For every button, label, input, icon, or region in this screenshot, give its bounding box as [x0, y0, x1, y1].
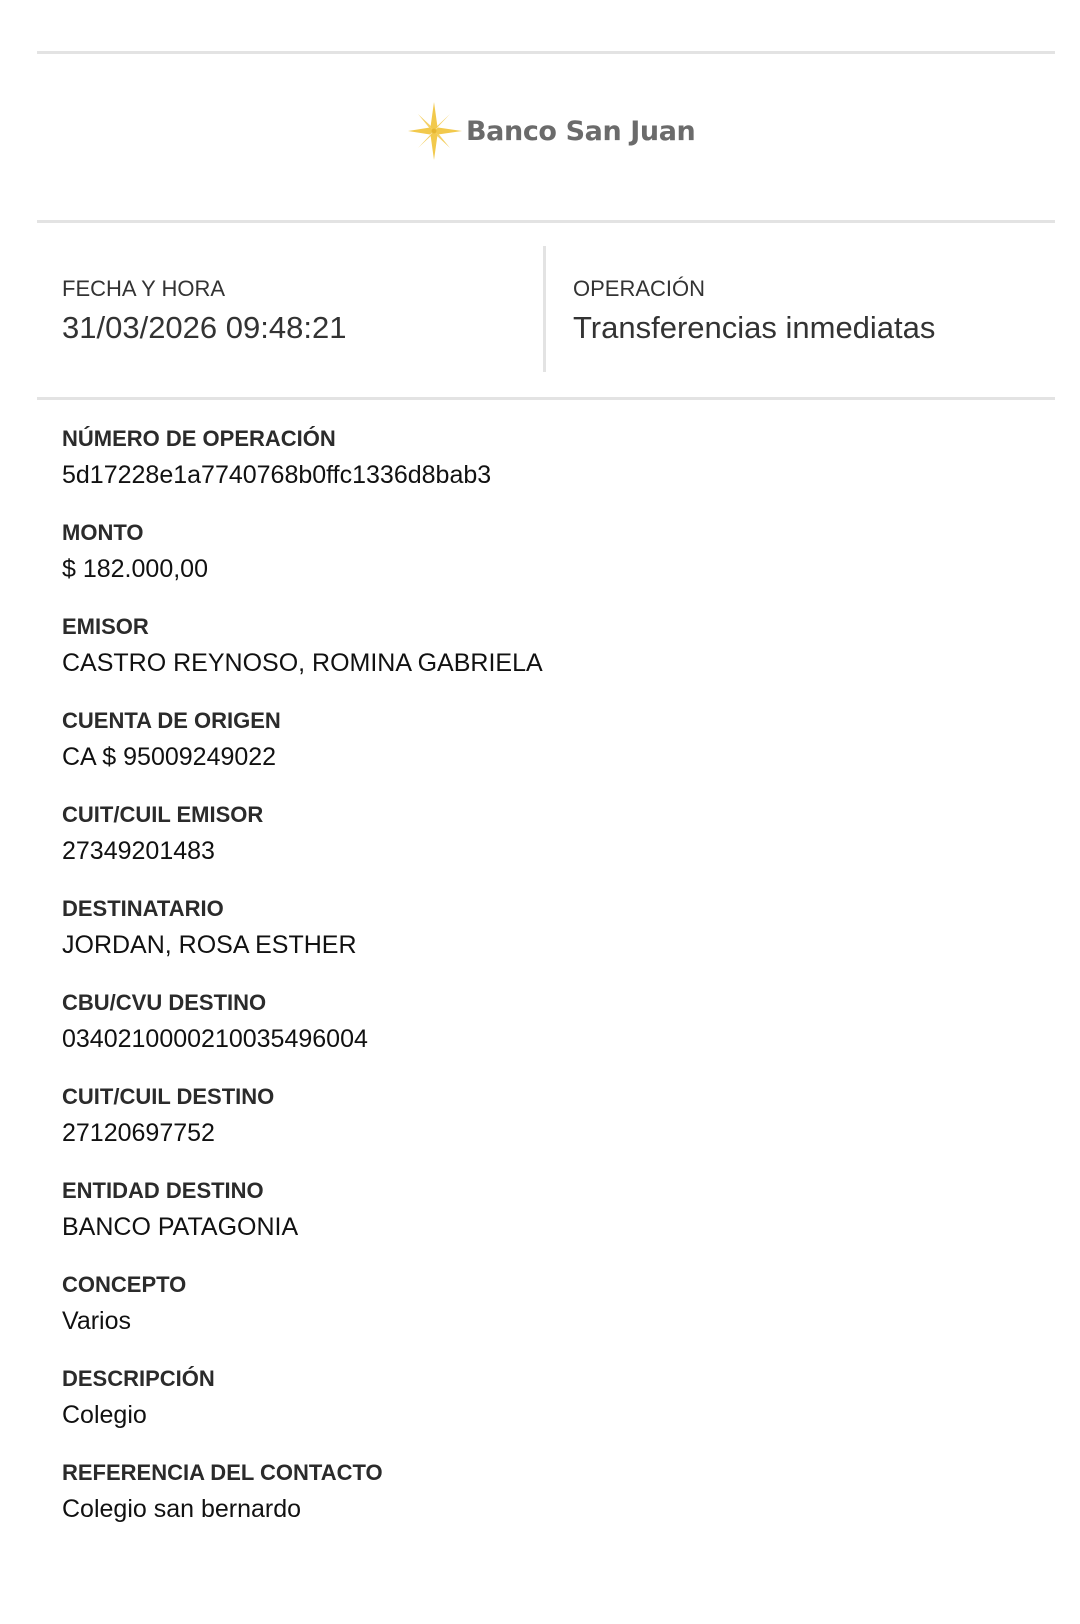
field-value: 0340210000210035496004: [62, 1025, 368, 1053]
field-label: NÚMERO DE OPERACIÓN: [62, 426, 336, 451]
field-label: CUIT/CUIL DESTINO: [62, 1084, 275, 1109]
field-label: ENTIDAD DESTINO: [62, 1178, 264, 1203]
field-value: CASTRO REYNOSO, ROMINA GABRIELA: [62, 649, 543, 677]
field-value: $ 182.000,00: [62, 555, 208, 583]
transaction-summary: [37, 246, 1055, 372]
operation-label: OPERACIÓN: [573, 276, 706, 301]
field-label: CBU/CVU DESTINO: [62, 990, 267, 1015]
operation-value: Transferencias inmediatas: [573, 310, 936, 345]
transaction-details: [62, 426, 1042, 1554]
summary-divider-bottom: [37, 397, 1055, 400]
field-value: BANCO PATAGONIA: [62, 1213, 299, 1241]
operation-block: [573, 246, 1043, 372]
field-value: CA $ 95009249022: [62, 743, 277, 771]
field-label: CUIT/CUIL EMISOR: [62, 802, 264, 827]
field-sender-cuit: [62, 802, 1042, 896]
datetime-label: FECHA Y HORA: [62, 276, 226, 301]
field-concept: [62, 1272, 1042, 1366]
field-sender: [62, 614, 1042, 708]
field-label: MONTO: [62, 520, 144, 545]
bank-logo: [406, 98, 695, 164]
field-label: DESCRIPCIÓN: [62, 1366, 215, 1391]
field-description: [62, 1366, 1042, 1460]
field-label: REFERENCIA DEL CONTACTO: [62, 1460, 383, 1485]
star-compass-icon: [406, 100, 464, 162]
datetime-block: [62, 246, 542, 372]
field-value: Colegio san bernardo: [62, 1495, 302, 1523]
field-value: 27349201483: [62, 837, 215, 865]
field-amount: [62, 520, 1042, 614]
field-recipient: [62, 896, 1042, 990]
field-origin-account: [62, 708, 1042, 802]
bank-name: Banco San Juan: [466, 115, 696, 147]
field-operation-number: [62, 426, 1042, 520]
summary-divider: [543, 246, 546, 372]
field-value: JORDAN, ROSA ESTHER: [62, 931, 357, 959]
field-value: 5d17228e1a7740768b0ffc1336d8bab3: [62, 461, 492, 489]
field-destination-cuit: [62, 1084, 1042, 1178]
top-divider: [37, 51, 1055, 54]
field-value: 27120697752: [62, 1119, 215, 1147]
datetime-value: 31/03/2026 09:48:21: [62, 310, 347, 345]
field-destination-cbu: [62, 990, 1042, 1084]
field-label: EMISOR: [62, 614, 149, 639]
field-label: CUENTA DE ORIGEN: [62, 708, 281, 733]
logo-divider: [37, 220, 1055, 223]
field-label: CONCEPTO: [62, 1272, 187, 1297]
field-destination-bank: [62, 1178, 1042, 1272]
field-value: Colegio: [62, 1401, 147, 1429]
field-value: Varios: [62, 1307, 132, 1335]
field-label: DESTINATARIO: [62, 896, 224, 921]
field-contact-reference: [62, 1460, 1042, 1554]
